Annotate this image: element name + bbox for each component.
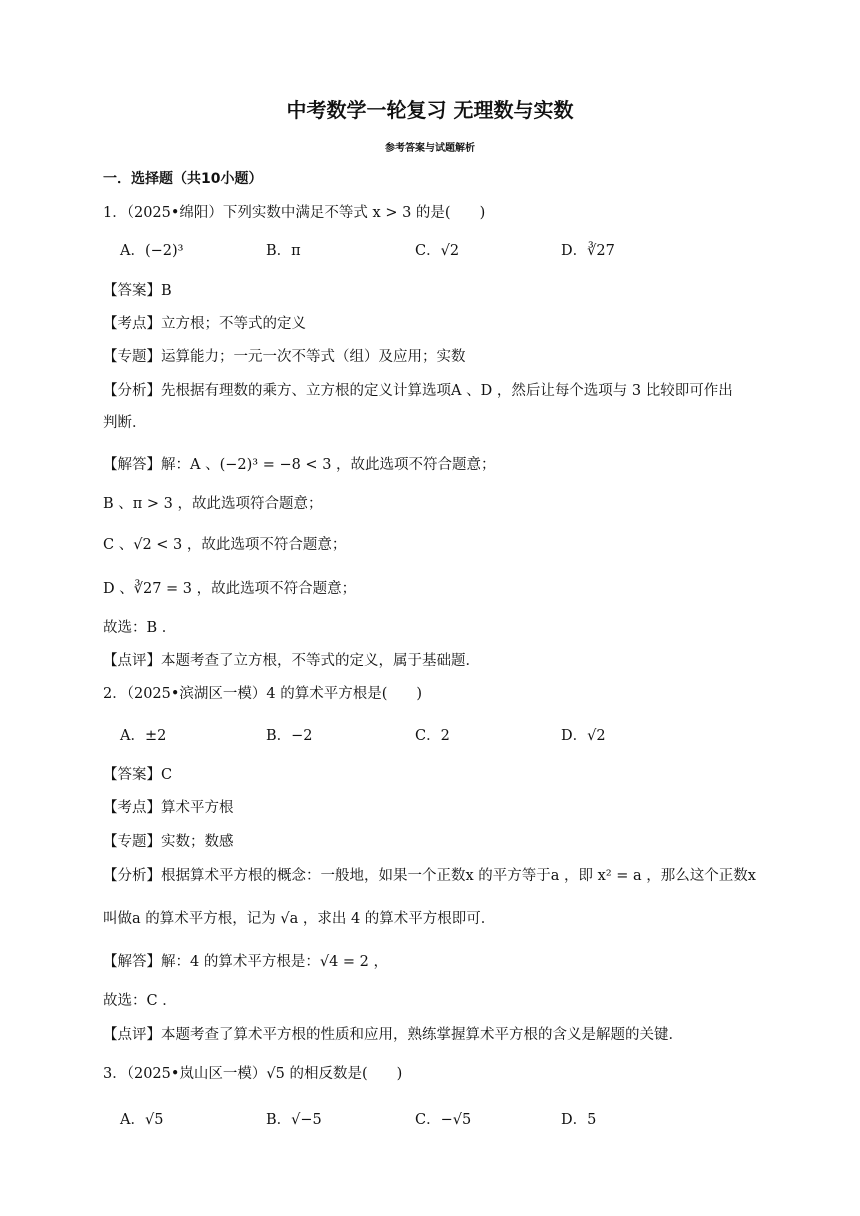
q1-option-a: A．(−2)³ (120, 243, 184, 259)
q2-option-c: C．2 (415, 728, 450, 744)
page-subtitle: 参考答案与试题解析 (385, 143, 475, 154)
q2-stem: 2．（2025•滨湖区一模）4 的算术平方根是( ) (103, 686, 423, 702)
q2-option-a: A．±2 (120, 728, 167, 744)
section-heading: 一．选择题（共10小题） (103, 171, 263, 187)
q3-option-d: D．5 (561, 1112, 597, 1128)
q3-stem: 3．（2025•岚山区一模）√5 的相反数是( ) (103, 1066, 403, 1082)
q1-zhuanti: 【专题】运算能力；一元一次不等式（组）及应用；实数 (103, 349, 466, 365)
page-title: 中考数学一轮复习 无理数与实数 (286, 98, 574, 122)
q1-option-c: C．√2 (415, 243, 460, 259)
q3-option-a: A．√5 (120, 1112, 164, 1128)
q1-answer: 【答案】B (103, 283, 172, 299)
q3-option-c: C．−√5 (415, 1112, 472, 1128)
q1-jieda-line3: C 、√2 < 3 ，故此选项不符合题意； (103, 537, 347, 553)
q1-option-d: D．∛27 (561, 243, 615, 259)
q2-jieda-line1: 【解答】解：4 的算术平方根是：√4 = 2 ， (103, 954, 389, 970)
q1-dianping: 【点评】本题考查了立方根，不等式的定义，属于基础题． (103, 653, 480, 669)
q1-option-b: B．π (266, 243, 301, 259)
q2-fenxi-line2: 叫做a 的算术平方根，记为 √a ，求出 4 的算术平方根即可． (103, 911, 496, 927)
q1-kaodian: 【考点】立方根；不等式的定义 (103, 316, 306, 332)
q2-answer: 【答案】C (103, 767, 173, 783)
q1-stem: 1．（2025•绵阳）下列实数中满足不等式 x > 3 的是( ) (103, 205, 486, 221)
q2-kaodian: 【考点】算术平方根 (103, 800, 234, 816)
q1-guxuan: 故选：B ． (103, 620, 177, 636)
q1-jieda-line2: B 、π > 3 ，故此选项符合题意； (103, 496, 323, 512)
q2-option-b: B．−2 (266, 728, 313, 744)
q2-fenxi-line1: 【分析】根据算术平方根的概念：一般地，如果一个正数x 的平方等于a ，即 x² = a ，那么这个正数x (103, 868, 756, 884)
q1-jieda-line4: D 、∛27 = 3 ，故此选项不符合题意； (103, 581, 357, 597)
q1-fenxi-line1: 【分析】先根据有理数的乘方、立方根的定义计算选项A 、D ，然后让每个选项与 3 比较即可作出 (103, 383, 733, 399)
q3-option-b: B．√−5 (266, 1112, 322, 1128)
q2-option-d: D．√2 (561, 728, 606, 744)
q1-jieda-line1: 【解答】解：A 、(−2)³ = −8 < 3 ，故此选项不符合题意； (103, 457, 496, 473)
q1-fenxi-line2: 判断． (103, 415, 147, 431)
q2-dianping: 【点评】本题考查了算术平方根的性质和应用，熟练掌握算术平方根的含义是解题的关键． (103, 1027, 683, 1043)
q2-guxuan: 故选：C ． (103, 993, 177, 1009)
q2-zhuanti: 【专题】实数；数感 (103, 834, 234, 850)
